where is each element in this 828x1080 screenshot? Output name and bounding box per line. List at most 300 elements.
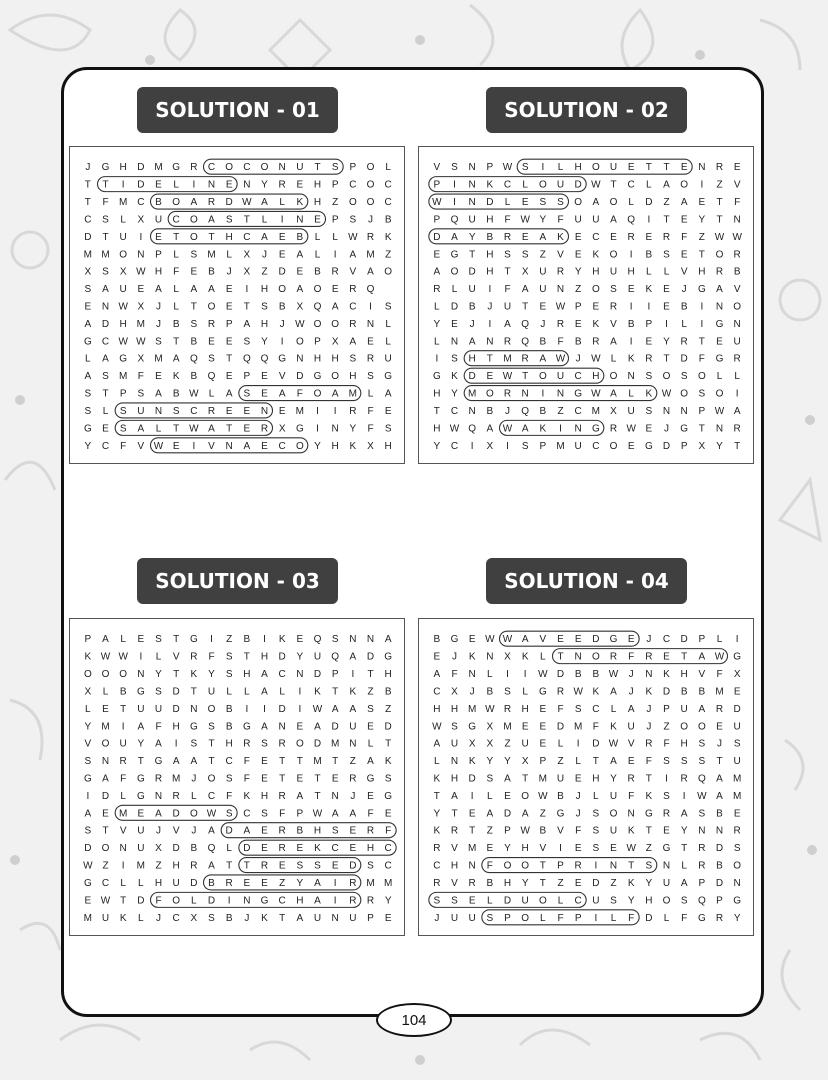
- grid-letter: B: [225, 703, 233, 715]
- word-search-grid-04: [418, 618, 754, 936]
- grid-letter: Z: [663, 197, 670, 209]
- grid-letter: N: [260, 405, 269, 417]
- grid-letter: B: [172, 318, 180, 330]
- grid-letter: S: [155, 336, 162, 348]
- grid-letter: K: [384, 756, 392, 768]
- grid-letter: B: [208, 877, 215, 889]
- grid-letter: T: [190, 301, 197, 313]
- grid-letter: W: [538, 790, 548, 802]
- grid-letter: U: [137, 703, 145, 715]
- grid-letter: H: [592, 371, 600, 383]
- grid-letter: M: [732, 790, 742, 802]
- grid-letter: C: [450, 405, 459, 417]
- grid-letter: E: [574, 231, 582, 243]
- grid-letter: N: [349, 634, 357, 646]
- grid-letter: J: [469, 686, 475, 698]
- grid-letter: F: [663, 738, 670, 750]
- grid-letter: R: [609, 423, 618, 435]
- grid-letter: H: [119, 162, 127, 174]
- grid-letter: F: [208, 651, 215, 663]
- grid-letter: A: [433, 669, 441, 681]
- grid-letter: G: [432, 371, 441, 383]
- grid-letter: D: [349, 860, 357, 872]
- grid-letter: A: [261, 721, 268, 733]
- grid-letter: A: [296, 284, 304, 296]
- grid-letter: I: [488, 318, 492, 330]
- grid-letter: B: [243, 634, 251, 646]
- grid-letter: J: [540, 318, 546, 330]
- grid-letter: L: [557, 895, 564, 907]
- grid-letter: A: [331, 703, 339, 715]
- grid-letter: N: [331, 423, 339, 435]
- grid-letter: F: [592, 721, 599, 733]
- word-search-grid-01: [69, 146, 405, 464]
- grid-letter: E: [574, 634, 582, 646]
- grid-letter: T: [645, 773, 652, 785]
- grid-letter: F: [681, 912, 688, 924]
- grid-letter: V: [680, 266, 688, 278]
- grid-letter: E: [102, 808, 109, 820]
- grid-letter: F: [716, 669, 723, 681]
- grid-letter: T: [522, 773, 529, 785]
- grid-letter: A: [433, 266, 441, 278]
- grid-letter: J: [628, 669, 634, 681]
- grid-letter: P: [486, 162, 494, 174]
- grid-letter: T: [451, 808, 458, 820]
- grid-letter: L: [663, 266, 670, 278]
- grid-letter: L: [610, 912, 617, 924]
- grid-letter: G: [83, 877, 92, 889]
- grid-letter: L: [173, 179, 179, 191]
- grid-letter: M: [154, 162, 163, 174]
- grid-letter: Z: [610, 877, 617, 889]
- grid-letter: S: [84, 405, 92, 417]
- grid-letter: G: [136, 773, 145, 785]
- grid-letter: S: [384, 301, 392, 313]
- grid-letter: F: [279, 808, 286, 820]
- grid-letter: A: [716, 773, 723, 785]
- grid-letter: M: [467, 388, 477, 400]
- grid-letter: I: [647, 301, 651, 313]
- grid-letter: I: [245, 284, 249, 296]
- grid-letter: S: [331, 634, 339, 646]
- grid-letter: H: [313, 179, 322, 191]
- grid-letter: E: [261, 877, 268, 889]
- grid-letter: E: [539, 703, 547, 715]
- grid-letter: T: [173, 336, 180, 348]
- grid-letter: F: [557, 912, 564, 924]
- grid-letter: G: [538, 686, 547, 698]
- grid-letter: N: [715, 825, 724, 837]
- grid-letter: B: [190, 371, 198, 383]
- grid-letter: N: [450, 336, 459, 348]
- grid-letter: A: [137, 721, 145, 733]
- grid-letter: W: [153, 440, 164, 452]
- grid-letter: X: [486, 721, 494, 733]
- grid-letter: J: [156, 912, 161, 924]
- grid-letter: S: [592, 843, 600, 855]
- grid-letter: E: [225, 284, 233, 296]
- grid-letter: A: [384, 634, 392, 646]
- grid-letter: F: [628, 790, 635, 802]
- grid-letter: M: [118, 371, 128, 383]
- grid-letter: V: [557, 825, 564, 837]
- grid-letter: A: [698, 703, 706, 715]
- grid-letter: D: [101, 318, 110, 330]
- grid-letter: C: [574, 895, 582, 907]
- grid-letter: E: [367, 336, 374, 348]
- grid-letter: O: [609, 440, 618, 452]
- grid-letter: E: [592, 301, 600, 313]
- grid-letter: R: [556, 318, 565, 330]
- grid-letter: K: [314, 686, 321, 698]
- grid-letter: P: [331, 214, 339, 226]
- grid-letter: T: [243, 214, 250, 226]
- grid-letter: Z: [716, 179, 723, 191]
- grid-letter: A: [208, 860, 215, 872]
- grid-letter: K: [627, 877, 635, 889]
- grid-letter: O: [366, 162, 375, 174]
- grid-letter: P: [574, 912, 582, 924]
- grid-letter: X: [137, 301, 145, 313]
- grid-letter: E: [433, 651, 441, 663]
- grid-letter: A: [349, 651, 357, 663]
- grid-letter: J: [368, 214, 373, 226]
- grid-letter: A: [208, 423, 215, 435]
- grid-letter: I: [86, 790, 90, 802]
- grid-letter: E: [243, 423, 251, 435]
- grid-letter: L: [85, 703, 91, 715]
- grid-letter: B: [716, 860, 723, 872]
- grid-letter: H: [486, 266, 494, 278]
- grid-letter: U: [468, 214, 476, 226]
- grid-letter: E: [261, 440, 268, 452]
- grid-letter: Q: [521, 336, 530, 348]
- grid-letter: G: [172, 162, 181, 174]
- grid-letter: J: [646, 634, 652, 646]
- grid-letter: K: [521, 651, 529, 663]
- grid-letter: A: [627, 703, 635, 715]
- grid-letter: I: [139, 651, 143, 663]
- grid-letter: E: [261, 388, 268, 400]
- grid-letter: A: [296, 790, 304, 802]
- grid-letter: Y: [504, 843, 511, 855]
- grid-letter: H: [521, 843, 529, 855]
- grid-letter: T: [314, 162, 321, 174]
- grid-letter: C: [190, 405, 198, 417]
- grid-letter: N: [450, 756, 459, 768]
- grid-letter: Q: [313, 634, 322, 646]
- grid-letter: I: [121, 860, 125, 872]
- grid-letter: O: [101, 843, 110, 855]
- grid-letter: N: [556, 284, 565, 296]
- grid-letter: K: [627, 825, 635, 837]
- grid-letter: E: [102, 703, 109, 715]
- grid-letter: W: [295, 318, 305, 330]
- grid-letter: R: [574, 860, 582, 872]
- grid-letter: V: [733, 179, 741, 191]
- grid-letter: E: [574, 877, 582, 889]
- grid-letter: G: [242, 721, 251, 733]
- grid-letter: G: [609, 634, 618, 646]
- grid-letter: N: [154, 405, 163, 417]
- grid-letter: S: [698, 738, 706, 750]
- grid-letter: R: [260, 860, 269, 872]
- grid-letter: M: [591, 405, 601, 417]
- grid-letter: F: [628, 651, 635, 663]
- solution-02-label: SOLUTION - 02: [486, 87, 687, 133]
- grid-letter: R: [503, 703, 512, 715]
- grid-letter: J: [505, 405, 510, 417]
- grid-letter: S: [645, 860, 653, 872]
- grid-letter: S: [243, 336, 251, 348]
- grid-letter: L: [451, 284, 458, 296]
- grid-letter: S: [190, 249, 198, 261]
- grid-letter: N: [366, 318, 375, 330]
- grid-letter: L: [261, 214, 268, 226]
- grid-letter: Q: [313, 301, 322, 313]
- grid-letter: K: [190, 669, 198, 681]
- grid-letter: H: [172, 860, 180, 872]
- grid-letter: L: [646, 179, 652, 191]
- grid-letter: Q: [189, 353, 198, 365]
- grid-letter: H: [680, 669, 688, 681]
- grid-letter: S: [137, 388, 145, 400]
- grid-letter: D: [645, 197, 653, 209]
- grid-letter: E: [261, 371, 268, 383]
- grid-letter: E: [680, 249, 688, 261]
- grid-letter: L: [646, 266, 652, 278]
- grid-letter: A: [208, 825, 215, 837]
- grid-letter: I: [121, 179, 125, 191]
- grid-letter: D: [503, 808, 512, 820]
- grid-letter: L: [120, 790, 126, 802]
- grid-letter: E: [627, 162, 635, 174]
- grid-letter: P: [296, 808, 304, 820]
- grid-letter: W: [100, 651, 111, 663]
- grid-letter: D: [715, 843, 724, 855]
- grid-letter: J: [156, 301, 161, 313]
- grid-letter: U: [101, 912, 110, 924]
- grid-letter: X: [243, 266, 251, 278]
- grid-letter: T: [469, 249, 476, 261]
- grid-letter: E: [84, 301, 92, 313]
- grid-letter: E: [486, 371, 494, 383]
- grid-letter: A: [102, 634, 109, 646]
- grid-letter: Q: [450, 214, 459, 226]
- grid-letter: L: [173, 284, 179, 296]
- grid-letter: J: [646, 721, 652, 733]
- grid-letter: E: [278, 249, 286, 261]
- grid-letter: F: [628, 912, 635, 924]
- grid-letter: A: [349, 249, 357, 261]
- grid-letter: B: [557, 790, 564, 802]
- grid-letter: T: [433, 405, 440, 417]
- grid-letter: C: [278, 895, 286, 907]
- grid-letter: D: [733, 703, 741, 715]
- grid-letter: Y: [296, 651, 304, 663]
- grid-letter: L: [716, 634, 723, 646]
- grid-letter: W: [661, 388, 672, 400]
- grid-letter: N: [627, 371, 635, 383]
- grid-letter: S: [225, 214, 233, 226]
- grid-letter: W: [714, 405, 725, 417]
- grid-letter: I: [665, 773, 668, 785]
- grid-letter: W: [449, 423, 460, 435]
- grid-letter: C: [243, 808, 251, 820]
- grid-letter: E: [504, 790, 511, 802]
- grid-letter: S: [504, 249, 511, 261]
- grid-letter: I: [333, 405, 337, 417]
- grid-letter: T: [698, 423, 705, 435]
- grid-letter: T: [681, 651, 688, 663]
- grid-letter: L: [279, 197, 285, 209]
- grid-letter: L: [487, 790, 493, 802]
- grid-letter: B: [278, 301, 286, 313]
- grid-letter: S: [451, 895, 458, 907]
- grid-letter: E: [296, 266, 304, 278]
- grid-letter: M: [467, 843, 477, 855]
- grid-letter: T: [539, 860, 546, 872]
- found-word-ring: [429, 229, 569, 244]
- grid-letter: A: [486, 423, 494, 435]
- grid-letter: Z: [504, 738, 511, 750]
- grid-letter: L: [279, 686, 285, 698]
- grid-letter: H: [698, 266, 706, 278]
- grid-letter: I: [541, 162, 545, 174]
- grid-letter: S: [610, 284, 617, 296]
- grid-letter: S: [331, 162, 339, 174]
- grid-letter: N: [698, 162, 706, 174]
- grid-letter: N: [119, 843, 127, 855]
- grid-letter: V: [172, 651, 180, 663]
- grid-letter: O: [348, 197, 357, 209]
- grid-letter: S: [645, 405, 653, 417]
- grid-letter: W: [206, 808, 217, 820]
- grid-letter: H: [366, 843, 375, 855]
- grid-letter: Z: [698, 231, 705, 243]
- grid-letter: B: [486, 877, 494, 889]
- grid-letter: I: [369, 301, 372, 313]
- grid-letter: A: [314, 895, 321, 907]
- grid-letter: Q: [521, 405, 530, 417]
- grid-letter: F: [557, 214, 564, 226]
- grid-letter: S: [225, 669, 233, 681]
- grid-letter: E: [521, 231, 529, 243]
- grid-letter: A: [610, 336, 617, 348]
- grid-letter: O: [609, 371, 618, 383]
- grid-letter: G: [278, 353, 287, 365]
- grid-letter: S: [155, 634, 162, 646]
- grid-letter: U: [313, 912, 322, 924]
- grid-letter: U: [733, 756, 741, 768]
- grid-letter: S: [384, 423, 392, 435]
- grid-letter: A: [680, 877, 688, 889]
- grid-letter: M: [503, 353, 512, 365]
- grid-letter: G: [556, 808, 565, 820]
- grid-letter: G: [697, 284, 706, 296]
- grid-letter: Z: [663, 721, 670, 733]
- grid-letter: I: [263, 703, 266, 715]
- grid-letter: E: [225, 371, 233, 383]
- grid-letter: F: [575, 825, 582, 837]
- grid-letter: R: [503, 231, 512, 243]
- grid-letter: P: [331, 669, 339, 681]
- grid-letter: O: [538, 895, 547, 907]
- grid-letter: I: [506, 440, 509, 452]
- grid-letter: E: [451, 318, 458, 330]
- grid-letter: A: [349, 336, 357, 348]
- grid-letter: I: [333, 249, 337, 261]
- grid-letter: F: [367, 405, 374, 417]
- grid-letter: U: [468, 284, 476, 296]
- grid-letter: O: [119, 669, 128, 681]
- grid-letter: Z: [486, 825, 493, 837]
- grid-letter: X: [243, 249, 251, 261]
- solution-03-label: SOLUTION - 03: [137, 558, 338, 604]
- grid-letter: C: [278, 669, 286, 681]
- grid-letter: L: [120, 877, 126, 889]
- grid-letter: G: [83, 423, 92, 435]
- grid-letter: A: [521, 808, 529, 820]
- grid-letter: T: [102, 179, 109, 191]
- grid-letter: T: [243, 301, 250, 313]
- grid-letter: M: [467, 703, 477, 715]
- grid-letter: H: [225, 231, 233, 243]
- grid-letter: F: [102, 197, 109, 209]
- grid-letter: F: [296, 388, 303, 400]
- grid-letter: M: [295, 405, 305, 417]
- grid-letter: F: [155, 895, 162, 907]
- grid-letter: F: [367, 808, 374, 820]
- grid-letter: G: [83, 336, 92, 348]
- grid-letter: E: [225, 301, 233, 313]
- grid-letter: W: [432, 721, 442, 733]
- grid-letter: J: [717, 738, 722, 750]
- grid-letter: B: [208, 266, 215, 278]
- grid-letter: Y: [610, 773, 617, 785]
- grid-letter: R: [190, 162, 198, 174]
- grid-letter: I: [506, 669, 509, 681]
- grid-letter: S: [261, 301, 268, 313]
- grid-letter: D: [331, 721, 339, 733]
- grid-letter: U: [592, 895, 600, 907]
- grid-letter: F: [486, 860, 493, 872]
- grid-letter: H: [486, 249, 494, 261]
- grid-letter: R: [349, 895, 357, 907]
- grid-letter: V: [278, 371, 286, 383]
- grid-letter: Z: [557, 405, 564, 417]
- grid-letter: H: [503, 877, 512, 889]
- grid-letter: T: [663, 162, 670, 174]
- grid-letter: P: [225, 318, 233, 330]
- grid-letter: R: [556, 266, 565, 278]
- grid-letter: A: [102, 284, 109, 296]
- grid-letter: O: [295, 440, 304, 452]
- grid-letter: Y: [155, 669, 162, 681]
- grid-letter: I: [700, 179, 704, 191]
- grid-letter: K: [296, 197, 304, 209]
- grid-letter: A: [716, 284, 723, 296]
- grid-letter: C: [574, 405, 582, 417]
- grid-letter: L: [173, 249, 179, 261]
- grid-letter: E: [84, 895, 92, 907]
- grid-letter: S: [733, 738, 741, 750]
- grid-letter: D: [468, 773, 476, 785]
- grid-letter: A: [451, 790, 458, 802]
- grid-letter: S: [261, 808, 268, 820]
- grid-letter: S: [521, 162, 529, 174]
